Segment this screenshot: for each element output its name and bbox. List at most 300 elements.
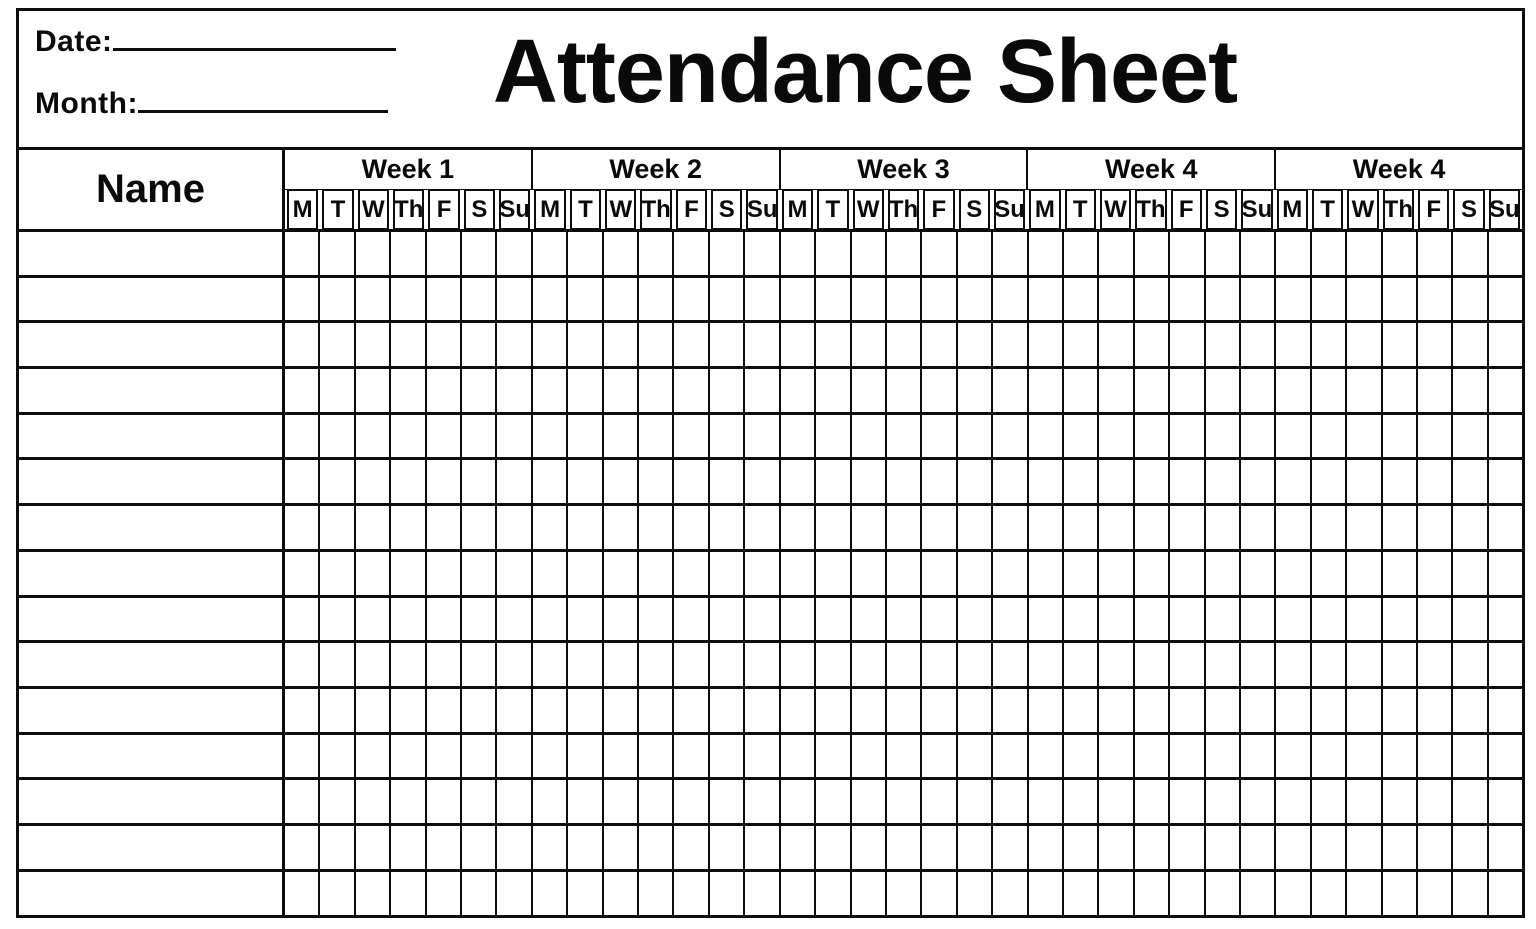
attendance-mark-cell[interactable] <box>497 552 532 595</box>
attendance-mark-cell[interactable] <box>958 598 993 641</box>
attendance-mark-cell[interactable] <box>958 552 993 595</box>
attendance-mark-cell[interactable] <box>320 506 355 549</box>
attendance-mark-cell[interactable] <box>887 323 922 366</box>
attendance-mark-cell[interactable] <box>816 369 851 412</box>
attendance-mark-cell[interactable] <box>993 598 1028 641</box>
attendance-mark-cell[interactable] <box>745 598 780 641</box>
attendance-mark-cell[interactable] <box>1206 232 1241 275</box>
attendance-mark-cell[interactable] <box>1029 232 1064 275</box>
attendance-mark-cell[interactable] <box>710 735 745 778</box>
attendance-mark-cell[interactable] <box>1489 689 1522 732</box>
attendance-mark-cell[interactable] <box>1170 415 1205 458</box>
attendance-mark-cell[interactable] <box>1453 780 1488 823</box>
attendance-mark-cell[interactable] <box>922 826 957 869</box>
attendance-mark-cell[interactable] <box>568 872 603 915</box>
attendance-mark-cell[interactable] <box>958 872 993 915</box>
attendance-mark-cell[interactable] <box>497 689 532 732</box>
attendance-mark-cell[interactable] <box>1312 460 1347 503</box>
attendance-mark-cell[interactable] <box>781 323 816 366</box>
attendance-mark-cell[interactable] <box>852 415 887 458</box>
attendance-mark-cell[interactable] <box>1029 278 1064 321</box>
attendance-mark-cell[interactable] <box>356 689 391 732</box>
attendance-mark-cell[interactable] <box>781 735 816 778</box>
attendance-mark-cell[interactable] <box>816 872 851 915</box>
date-fill-line[interactable] <box>113 21 396 51</box>
attendance-mark-cell[interactable] <box>604 826 639 869</box>
attendance-mark-cell[interactable] <box>887 369 922 412</box>
attendance-mark-cell[interactable] <box>674 415 709 458</box>
attendance-mark-cell[interactable] <box>852 735 887 778</box>
attendance-mark-cell[interactable] <box>1064 735 1099 778</box>
attendance-mark-cell[interactable] <box>1276 689 1311 732</box>
attendance-mark-cell[interactable] <box>1064 278 1099 321</box>
attendance-mark-cell[interactable] <box>745 232 780 275</box>
attendance-mark-cell[interactable] <box>1170 643 1205 686</box>
attendance-mark-cell[interactable] <box>674 780 709 823</box>
attendance-mark-cell[interactable] <box>320 689 355 732</box>
attendance-mark-cell[interactable] <box>1453 369 1488 412</box>
attendance-mark-cell[interactable] <box>1135 780 1170 823</box>
attendance-mark-cell[interactable] <box>1453 278 1488 321</box>
attendance-mark-cell[interactable] <box>568 643 603 686</box>
student-name-cell[interactable] <box>19 643 285 686</box>
attendance-mark-cell[interactable] <box>674 369 709 412</box>
attendance-mark-cell[interactable] <box>568 369 603 412</box>
attendance-mark-cell[interactable] <box>320 872 355 915</box>
attendance-mark-cell[interactable] <box>1099 598 1134 641</box>
attendance-mark-cell[interactable] <box>604 323 639 366</box>
attendance-mark-cell[interactable] <box>639 369 674 412</box>
attendance-mark-cell[interactable] <box>568 552 603 595</box>
attendance-mark-cell[interactable] <box>745 278 780 321</box>
attendance-mark-cell[interactable] <box>1099 506 1134 549</box>
attendance-mark-cell[interactable] <box>533 552 568 595</box>
attendance-mark-cell[interactable] <box>639 323 674 366</box>
attendance-mark-cell[interactable] <box>320 323 355 366</box>
attendance-mark-cell[interactable] <box>958 689 993 732</box>
attendance-mark-cell[interactable] <box>1029 506 1064 549</box>
attendance-mark-cell[interactable] <box>639 232 674 275</box>
attendance-mark-cell[interactable] <box>1453 598 1488 641</box>
attendance-mark-cell[interactable] <box>1241 460 1276 503</box>
attendance-mark-cell[interactable] <box>497 598 532 641</box>
attendance-mark-cell[interactable] <box>1064 872 1099 915</box>
student-name-cell[interactable] <box>19 232 285 275</box>
attendance-mark-cell[interactable] <box>1064 232 1099 275</box>
attendance-mark-cell[interactable] <box>958 415 993 458</box>
attendance-mark-cell[interactable] <box>604 780 639 823</box>
attendance-mark-cell[interactable] <box>993 872 1028 915</box>
attendance-mark-cell[interactable] <box>1135 369 1170 412</box>
attendance-mark-cell[interactable] <box>922 643 957 686</box>
attendance-mark-cell[interactable] <box>320 232 355 275</box>
student-name-cell[interactable] <box>19 735 285 778</box>
attendance-mark-cell[interactable] <box>1347 506 1382 549</box>
attendance-mark-cell[interactable] <box>1170 735 1205 778</box>
attendance-mark-cell[interactable] <box>1099 232 1134 275</box>
attendance-mark-cell[interactable] <box>710 415 745 458</box>
attendance-mark-cell[interactable] <box>1489 598 1522 641</box>
attendance-mark-cell[interactable] <box>285 643 320 686</box>
attendance-mark-cell[interactable] <box>1135 872 1170 915</box>
attendance-mark-cell[interactable] <box>1170 323 1205 366</box>
attendance-mark-cell[interactable] <box>1347 460 1382 503</box>
attendance-mark-cell[interactable] <box>887 826 922 869</box>
attendance-mark-cell[interactable] <box>1241 552 1276 595</box>
attendance-mark-cell[interactable] <box>391 369 426 412</box>
attendance-mark-cell[interactable] <box>1383 369 1418 412</box>
attendance-mark-cell[interactable] <box>320 369 355 412</box>
student-name-cell[interactable] <box>19 506 285 549</box>
attendance-mark-cell[interactable] <box>604 735 639 778</box>
attendance-mark-cell[interactable] <box>356 506 391 549</box>
attendance-mark-cell[interactable] <box>1453 552 1488 595</box>
attendance-mark-cell[interactable] <box>781 506 816 549</box>
attendance-mark-cell[interactable] <box>462 232 497 275</box>
attendance-mark-cell[interactable] <box>710 643 745 686</box>
attendance-mark-cell[interactable] <box>1170 780 1205 823</box>
attendance-mark-cell[interactable] <box>320 735 355 778</box>
attendance-mark-cell[interactable] <box>781 598 816 641</box>
attendance-mark-cell[interactable] <box>285 735 320 778</box>
attendance-mark-cell[interactable] <box>391 552 426 595</box>
attendance-mark-cell[interactable] <box>922 552 957 595</box>
attendance-mark-cell[interactable] <box>922 506 957 549</box>
attendance-mark-cell[interactable] <box>887 598 922 641</box>
attendance-mark-cell[interactable] <box>391 278 426 321</box>
attendance-mark-cell[interactable] <box>285 369 320 412</box>
attendance-mark-cell[interactable] <box>1276 460 1311 503</box>
attendance-mark-cell[interactable] <box>639 735 674 778</box>
attendance-mark-cell[interactable] <box>745 506 780 549</box>
attendance-mark-cell[interactable] <box>497 826 532 869</box>
attendance-mark-cell[interactable] <box>1206 506 1241 549</box>
attendance-mark-cell[interactable] <box>639 552 674 595</box>
attendance-mark-cell[interactable] <box>1135 689 1170 732</box>
attendance-mark-cell[interactable] <box>993 826 1028 869</box>
attendance-mark-cell[interactable] <box>852 232 887 275</box>
attendance-mark-cell[interactable] <box>816 826 851 869</box>
attendance-mark-cell[interactable] <box>356 552 391 595</box>
attendance-mark-cell[interactable] <box>922 872 957 915</box>
attendance-mark-cell[interactable] <box>1170 506 1205 549</box>
attendance-mark-cell[interactable] <box>533 689 568 732</box>
attendance-mark-cell[interactable] <box>1312 872 1347 915</box>
attendance-mark-cell[interactable] <box>320 780 355 823</box>
attendance-mark-cell[interactable] <box>1453 735 1488 778</box>
attendance-mark-cell[interactable] <box>1206 826 1241 869</box>
attendance-mark-cell[interactable] <box>1312 598 1347 641</box>
attendance-mark-cell[interactable] <box>1206 369 1241 412</box>
attendance-mark-cell[interactable] <box>1099 735 1134 778</box>
attendance-mark-cell[interactable] <box>356 415 391 458</box>
attendance-mark-cell[interactable] <box>710 506 745 549</box>
attendance-mark-cell[interactable] <box>781 552 816 595</box>
attendance-mark-cell[interactable] <box>1135 415 1170 458</box>
attendance-mark-cell[interactable] <box>533 232 568 275</box>
attendance-mark-cell[interactable] <box>1029 735 1064 778</box>
attendance-mark-cell[interactable] <box>604 415 639 458</box>
attendance-mark-cell[interactable] <box>745 415 780 458</box>
attendance-mark-cell[interactable] <box>993 780 1028 823</box>
attendance-mark-cell[interactable] <box>922 415 957 458</box>
attendance-mark-cell[interactable] <box>1276 323 1311 366</box>
attendance-mark-cell[interactable] <box>356 232 391 275</box>
attendance-mark-cell[interactable] <box>462 689 497 732</box>
attendance-mark-cell[interactable] <box>533 643 568 686</box>
attendance-mark-cell[interactable] <box>1418 552 1453 595</box>
attendance-mark-cell[interactable] <box>674 598 709 641</box>
attendance-mark-cell[interactable] <box>285 415 320 458</box>
attendance-mark-cell[interactable] <box>391 689 426 732</box>
attendance-mark-cell[interactable] <box>710 460 745 503</box>
attendance-mark-cell[interactable] <box>1099 460 1134 503</box>
attendance-mark-cell[interactable] <box>1276 780 1311 823</box>
attendance-mark-cell[interactable] <box>320 278 355 321</box>
attendance-mark-cell[interactable] <box>320 826 355 869</box>
attendance-mark-cell[interactable] <box>993 552 1028 595</box>
attendance-mark-cell[interactable] <box>639 598 674 641</box>
attendance-mark-cell[interactable] <box>1135 598 1170 641</box>
attendance-mark-cell[interactable] <box>1383 278 1418 321</box>
attendance-mark-cell[interactable] <box>391 780 426 823</box>
attendance-mark-cell[interactable] <box>958 506 993 549</box>
attendance-mark-cell[interactable] <box>285 323 320 366</box>
attendance-mark-cell[interactable] <box>816 780 851 823</box>
attendance-mark-cell[interactable] <box>533 735 568 778</box>
attendance-mark-cell[interactable] <box>568 780 603 823</box>
attendance-mark-cell[interactable] <box>320 460 355 503</box>
attendance-mark-cell[interactable] <box>887 552 922 595</box>
attendance-mark-cell[interactable] <box>604 460 639 503</box>
attendance-mark-cell[interactable] <box>852 278 887 321</box>
attendance-mark-cell[interactable] <box>674 278 709 321</box>
attendance-mark-cell[interactable] <box>356 369 391 412</box>
attendance-mark-cell[interactable] <box>816 323 851 366</box>
attendance-mark-cell[interactable] <box>1489 415 1522 458</box>
attendance-mark-cell[interactable] <box>710 369 745 412</box>
attendance-mark-cell[interactable] <box>356 323 391 366</box>
attendance-mark-cell[interactable] <box>1135 735 1170 778</box>
attendance-mark-cell[interactable] <box>604 643 639 686</box>
attendance-mark-cell[interactable] <box>745 369 780 412</box>
attendance-mark-cell[interactable] <box>462 643 497 686</box>
attendance-mark-cell[interactable] <box>604 278 639 321</box>
attendance-mark-cell[interactable] <box>993 232 1028 275</box>
attendance-mark-cell[interactable] <box>1312 232 1347 275</box>
attendance-mark-cell[interactable] <box>674 506 709 549</box>
attendance-mark-cell[interactable] <box>781 872 816 915</box>
attendance-mark-cell[interactable] <box>674 232 709 275</box>
attendance-mark-cell[interactable] <box>533 369 568 412</box>
attendance-mark-cell[interactable] <box>1489 735 1522 778</box>
attendance-mark-cell[interactable] <box>1029 872 1064 915</box>
attendance-mark-cell[interactable] <box>427 872 462 915</box>
attendance-mark-cell[interactable] <box>922 323 957 366</box>
attendance-mark-cell[interactable] <box>781 826 816 869</box>
attendance-mark-cell[interactable] <box>674 689 709 732</box>
attendance-mark-cell[interactable] <box>604 689 639 732</box>
attendance-mark-cell[interactable] <box>1029 323 1064 366</box>
attendance-mark-cell[interactable] <box>533 506 568 549</box>
attendance-mark-cell[interactable] <box>1312 369 1347 412</box>
attendance-mark-cell[interactable] <box>356 780 391 823</box>
attendance-mark-cell[interactable] <box>710 598 745 641</box>
attendance-mark-cell[interactable] <box>1453 323 1488 366</box>
attendance-mark-cell[interactable] <box>1064 369 1099 412</box>
attendance-mark-cell[interactable] <box>427 643 462 686</box>
attendance-mark-cell[interactable] <box>958 735 993 778</box>
attendance-mark-cell[interactable] <box>1206 643 1241 686</box>
attendance-mark-cell[interactable] <box>1418 506 1453 549</box>
attendance-mark-cell[interactable] <box>1206 278 1241 321</box>
attendance-mark-cell[interactable] <box>285 552 320 595</box>
attendance-mark-cell[interactable] <box>1170 460 1205 503</box>
attendance-mark-cell[interactable] <box>816 552 851 595</box>
attendance-mark-cell[interactable] <box>497 506 532 549</box>
attendance-mark-cell[interactable] <box>852 689 887 732</box>
attendance-mark-cell[interactable] <box>1383 872 1418 915</box>
attendance-mark-cell[interactable] <box>1135 278 1170 321</box>
attendance-mark-cell[interactable] <box>745 689 780 732</box>
attendance-mark-cell[interactable] <box>1241 735 1276 778</box>
attendance-mark-cell[interactable] <box>852 460 887 503</box>
attendance-mark-cell[interactable] <box>568 689 603 732</box>
attendance-mark-cell[interactable] <box>462 552 497 595</box>
attendance-mark-cell[interactable] <box>639 689 674 732</box>
attendance-mark-cell[interactable] <box>1029 460 1064 503</box>
attendance-mark-cell[interactable] <box>1276 369 1311 412</box>
attendance-mark-cell[interactable] <box>1206 598 1241 641</box>
attendance-mark-cell[interactable] <box>462 278 497 321</box>
attendance-mark-cell[interactable] <box>462 323 497 366</box>
attendance-mark-cell[interactable] <box>922 598 957 641</box>
attendance-mark-cell[interactable] <box>533 415 568 458</box>
attendance-mark-cell[interactable] <box>427 780 462 823</box>
attendance-mark-cell[interactable] <box>1135 460 1170 503</box>
attendance-mark-cell[interactable] <box>320 415 355 458</box>
attendance-mark-cell[interactable] <box>887 780 922 823</box>
attendance-mark-cell[interactable] <box>1347 780 1382 823</box>
attendance-mark-cell[interactable] <box>320 552 355 595</box>
attendance-mark-cell[interactable] <box>1489 872 1522 915</box>
attendance-mark-cell[interactable] <box>285 506 320 549</box>
attendance-mark-cell[interactable] <box>285 826 320 869</box>
attendance-mark-cell[interactable] <box>391 460 426 503</box>
attendance-mark-cell[interactable] <box>745 460 780 503</box>
attendance-mark-cell[interactable] <box>887 735 922 778</box>
attendance-mark-cell[interactable] <box>887 872 922 915</box>
attendance-mark-cell[interactable] <box>356 460 391 503</box>
attendance-mark-cell[interactable] <box>1489 278 1522 321</box>
attendance-mark-cell[interactable] <box>1206 323 1241 366</box>
attendance-mark-cell[interactable] <box>356 278 391 321</box>
attendance-mark-cell[interactable] <box>533 780 568 823</box>
attendance-mark-cell[interactable] <box>887 460 922 503</box>
attendance-mark-cell[interactable] <box>568 278 603 321</box>
attendance-mark-cell[interactable] <box>1347 643 1382 686</box>
attendance-mark-cell[interactable] <box>958 369 993 412</box>
attendance-mark-cell[interactable] <box>710 826 745 869</box>
attendance-mark-cell[interactable] <box>1312 552 1347 595</box>
attendance-mark-cell[interactable] <box>922 780 957 823</box>
attendance-mark-cell[interactable] <box>1241 780 1276 823</box>
attendance-mark-cell[interactable] <box>462 506 497 549</box>
attendance-mark-cell[interactable] <box>427 826 462 869</box>
attendance-mark-cell[interactable] <box>427 506 462 549</box>
attendance-mark-cell[interactable] <box>285 232 320 275</box>
attendance-mark-cell[interactable] <box>993 415 1028 458</box>
attendance-mark-cell[interactable] <box>1347 872 1382 915</box>
attendance-mark-cell[interactable] <box>1241 689 1276 732</box>
attendance-mark-cell[interactable] <box>1383 460 1418 503</box>
attendance-mark-cell[interactable] <box>1312 735 1347 778</box>
attendance-mark-cell[interactable] <box>781 689 816 732</box>
attendance-mark-cell[interactable] <box>1206 415 1241 458</box>
attendance-mark-cell[interactable] <box>427 278 462 321</box>
attendance-mark-cell[interactable] <box>356 872 391 915</box>
attendance-mark-cell[interactable] <box>816 598 851 641</box>
attendance-mark-cell[interactable] <box>1383 826 1418 869</box>
attendance-mark-cell[interactable] <box>745 552 780 595</box>
attendance-mark-cell[interactable] <box>604 552 639 595</box>
attendance-mark-cell[interactable] <box>427 323 462 366</box>
attendance-mark-cell[interactable] <box>1418 415 1453 458</box>
attendance-mark-cell[interactable] <box>1453 826 1488 869</box>
attendance-mark-cell[interactable] <box>391 872 426 915</box>
attendance-mark-cell[interactable] <box>710 552 745 595</box>
attendance-mark-cell[interactable] <box>922 369 957 412</box>
attendance-mark-cell[interactable] <box>816 232 851 275</box>
attendance-mark-cell[interactable] <box>674 872 709 915</box>
attendance-mark-cell[interactable] <box>427 369 462 412</box>
attendance-mark-cell[interactable] <box>1312 780 1347 823</box>
attendance-mark-cell[interactable] <box>710 872 745 915</box>
attendance-mark-cell[interactable] <box>1453 232 1488 275</box>
attendance-mark-cell[interactable] <box>639 460 674 503</box>
attendance-mark-cell[interactable] <box>1029 415 1064 458</box>
attendance-mark-cell[interactable] <box>639 872 674 915</box>
attendance-mark-cell[interactable] <box>1170 689 1205 732</box>
student-name-cell[interactable] <box>19 552 285 595</box>
attendance-mark-cell[interactable] <box>887 278 922 321</box>
attendance-mark-cell[interactable] <box>1170 598 1205 641</box>
attendance-mark-cell[interactable] <box>604 506 639 549</box>
attendance-mark-cell[interactable] <box>1453 460 1488 503</box>
attendance-mark-cell[interactable] <box>1312 278 1347 321</box>
attendance-mark-cell[interactable] <box>958 826 993 869</box>
attendance-mark-cell[interactable] <box>816 278 851 321</box>
attendance-mark-cell[interactable] <box>781 232 816 275</box>
attendance-mark-cell[interactable] <box>1135 552 1170 595</box>
attendance-mark-cell[interactable] <box>922 735 957 778</box>
attendance-mark-cell[interactable] <box>604 598 639 641</box>
attendance-mark-cell[interactable] <box>427 552 462 595</box>
attendance-mark-cell[interactable] <box>1206 689 1241 732</box>
attendance-mark-cell[interactable] <box>533 872 568 915</box>
attendance-mark-cell[interactable] <box>391 826 426 869</box>
attendance-mark-cell[interactable] <box>852 598 887 641</box>
attendance-mark-cell[interactable] <box>320 643 355 686</box>
attendance-mark-cell[interactable] <box>604 369 639 412</box>
attendance-mark-cell[interactable] <box>1170 826 1205 869</box>
student-name-cell[interactable] <box>19 278 285 321</box>
attendance-mark-cell[interactable] <box>462 415 497 458</box>
attendance-mark-cell[interactable] <box>1418 735 1453 778</box>
attendance-mark-cell[interactable] <box>462 872 497 915</box>
attendance-mark-cell[interactable] <box>1312 506 1347 549</box>
attendance-mark-cell[interactable] <box>1489 826 1522 869</box>
